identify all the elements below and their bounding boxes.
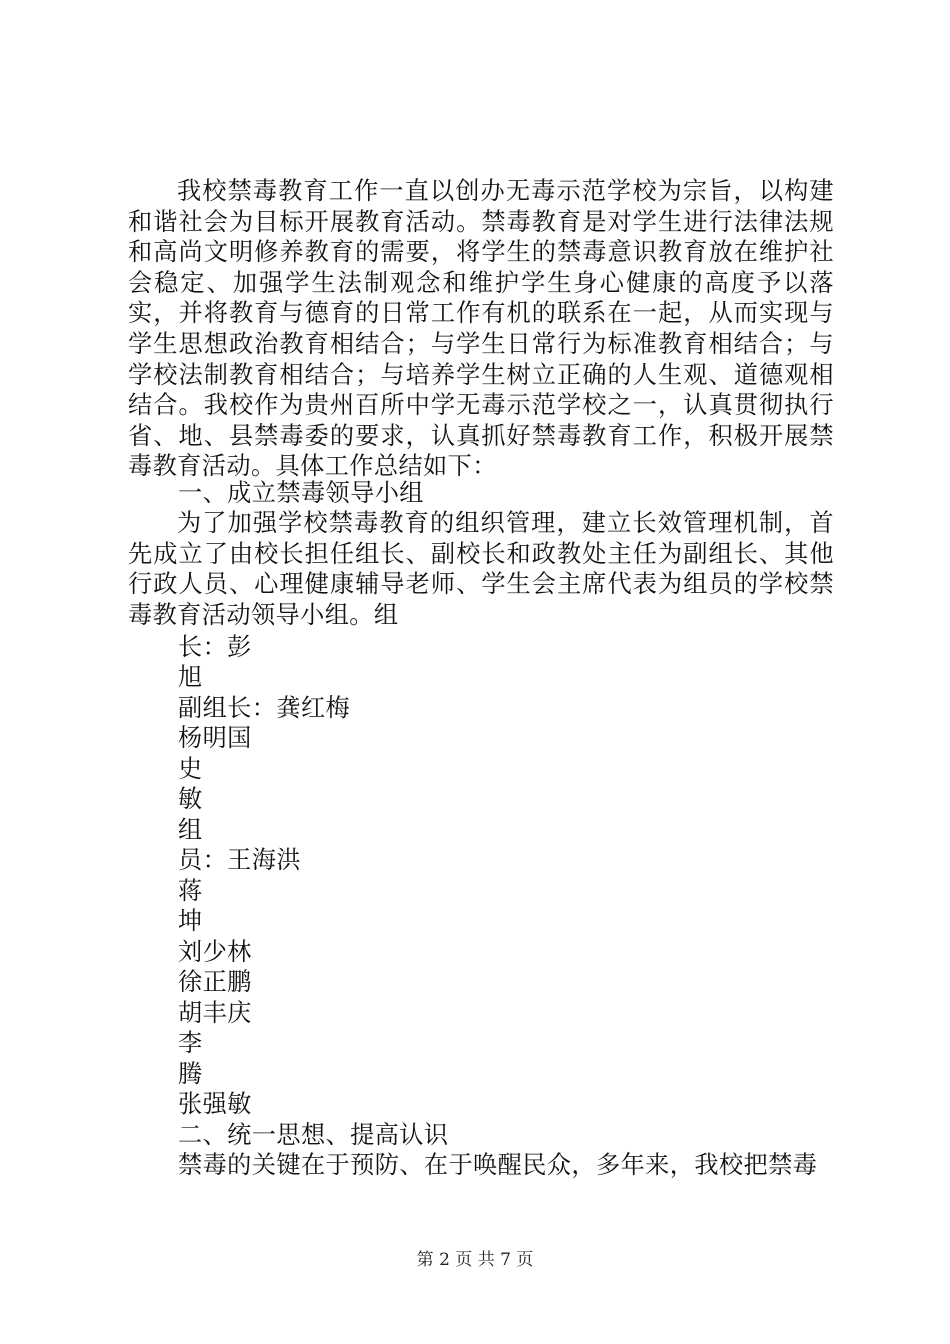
member-line: 员：王海洪 <box>178 846 301 874</box>
member-line: 旭 <box>178 663 203 691</box>
section2-paragraph-start: 禁毒的关键在于预防、在于唤醒民众，多年来，我校把禁毒 <box>178 1151 818 1179</box>
section-heading-2: 二、统一思想、提高认识 <box>178 1121 449 1149</box>
member-line: 蒋 <box>178 877 203 905</box>
member-line: 副组长：龚红梅 <box>178 694 351 722</box>
section-heading-1: 一、成立禁毒领导小组 <box>178 479 424 507</box>
member-line: 张强敏 <box>178 1090 252 1118</box>
member-line: 组 <box>178 816 203 844</box>
member-line: 胡丰庆 <box>178 999 252 1027</box>
member-line: 腾 <box>178 1060 203 1088</box>
member-line: 杨明国 <box>178 724 252 752</box>
intro-paragraph: 我校禁毒教育工作一直以创办无毒示范学校为宗旨，以构建和谐社会为目标开展教育活动。禁毒教育是对学生进行法律法规和高尚文明修养教育的需要，将学生的禁毒意识教育放在维护社会稳定、加强学生法制观念和维护学生身心健康的高度予以落实，并将教育与德育的日常工作有机的联系在一起，从而实现与学生思想政治教育相结合；与学生日常行为标准教育相结合；与学校法制教育相结合；与培养学生树立正确的人生观、道德观相结合。我校作为贵州百所中学无毒示范学校之一，认真贯彻执行省、地、县禁毒委的要求，认真抓好禁毒教育工作，积极开展禁毒教育活动。具体工作总结如下： <box>128 177 834 481</box>
page-number-footer: 第 2 页 共 7 页 <box>416 1250 534 1270</box>
member-line: 坤 <box>178 907 203 935</box>
member-line: 李 <box>178 1029 203 1057</box>
section1-paragraph: 为了加强学校禁毒教育的组织管理，建立长效管理机制，首先成立了由校长担任组长、副校长和政教处主任为副组长、其他行政人员、心理健康辅导老师、学生会主席代表为组员的学校禁毒教育活动领导小组。组 <box>128 509 834 629</box>
member-line: 史 <box>178 755 203 783</box>
member-line: 敏 <box>178 785 203 813</box>
member-line: 徐正鹏 <box>178 968 252 996</box>
member-line: 刘少林 <box>178 938 252 966</box>
member-line: 长：彭 <box>178 633 252 661</box>
